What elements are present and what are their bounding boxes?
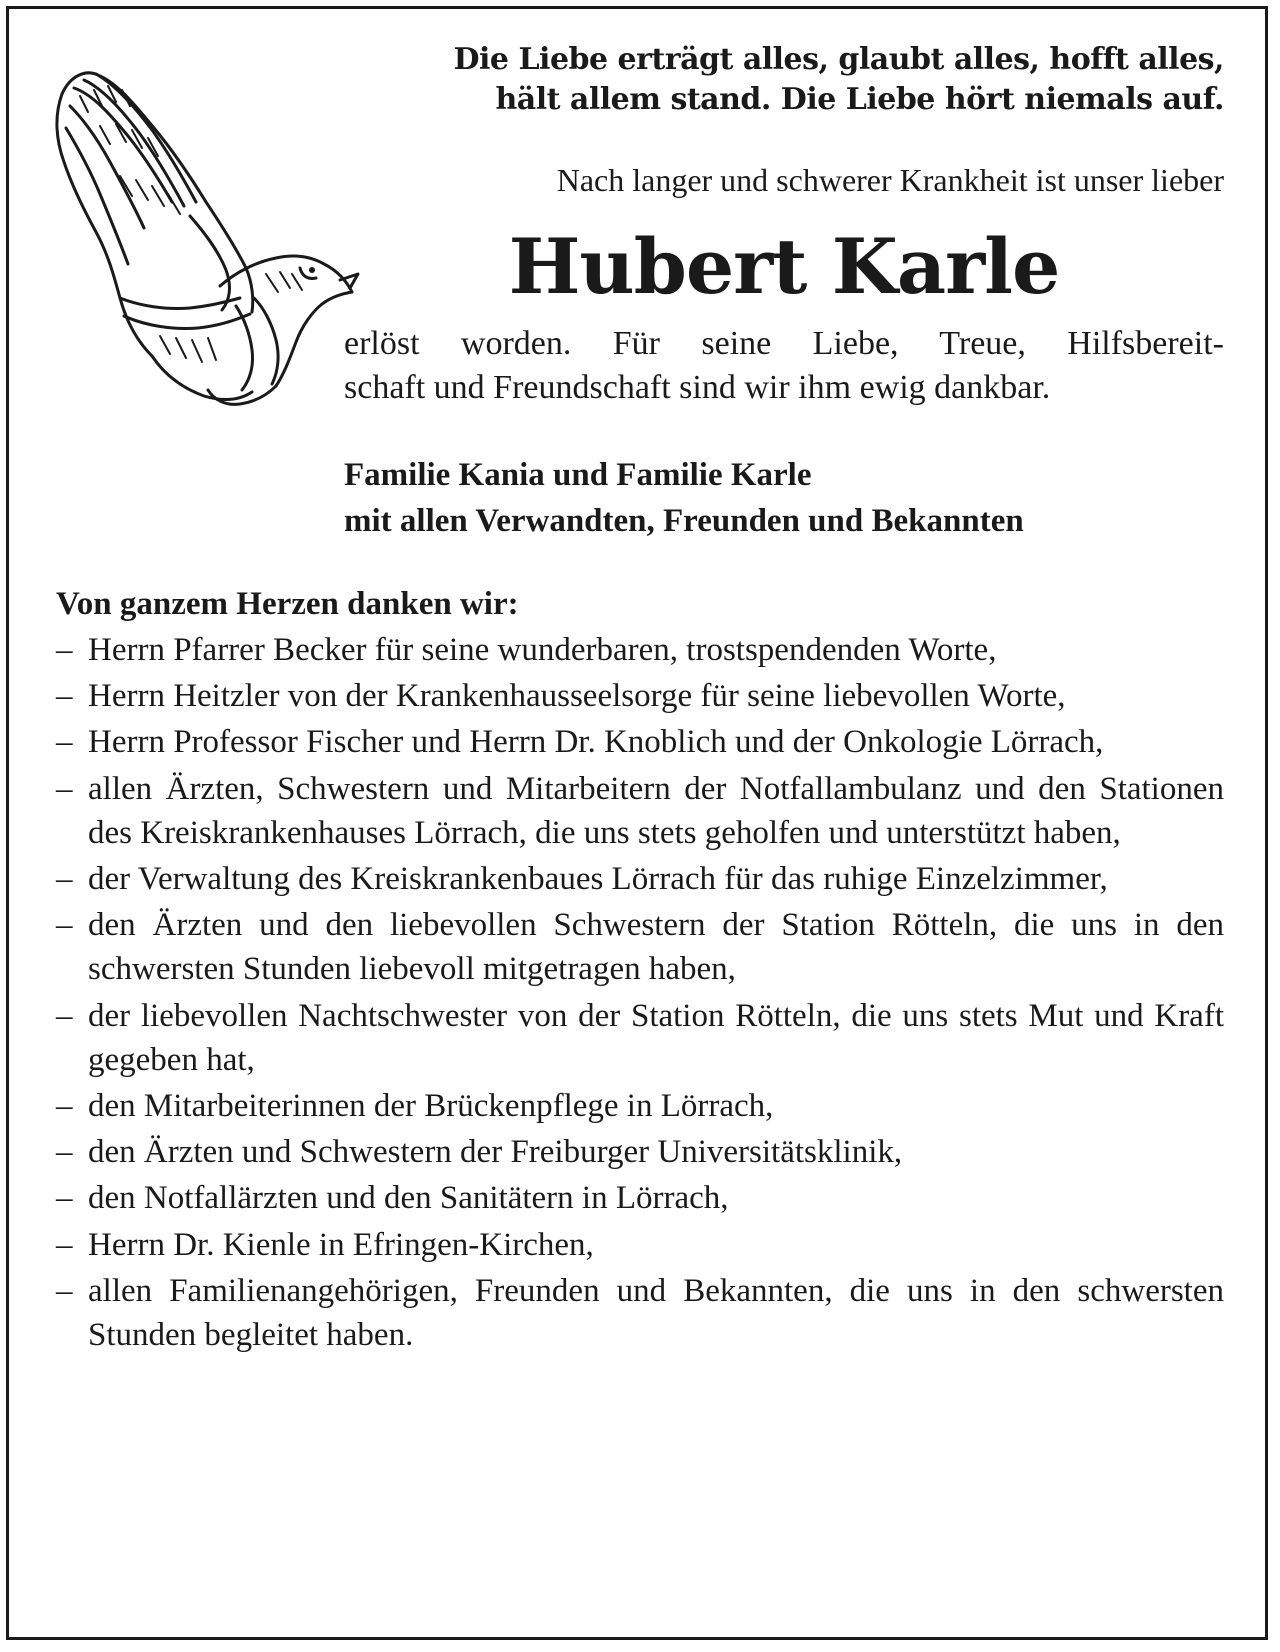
dash: – — [56, 1134, 73, 1171]
list-item — [56, 1223, 1224, 1267]
list-item — [56, 1176, 1224, 1220]
signature-line-1: Familie Kania und Familie Karle — [344, 457, 812, 493]
list-item-text: Herrn Professor Fischer und Herrn Dr. Knoblich und der Onkologie Lörrach, — [88, 724, 1104, 761]
dash: – — [56, 632, 73, 668]
list-item — [56, 1269, 1224, 1357]
dash: – — [56, 997, 73, 1034]
family-signature — [344, 452, 1224, 544]
list-item — [56, 674, 1224, 718]
list-item — [56, 628, 1224, 672]
list-item — [56, 1084, 1224, 1128]
bible-quote — [404, 40, 1224, 120]
deceased-name: Hubert Karle — [508, 222, 1060, 311]
intro-text: Nach langer und schwerer Krankheit ist unser lieber — [556, 162, 1224, 198]
list-item-text: den Ärzten und den liebevollen Schwestern der Station Rötteln, die uns in den schwersten Stunden liebevoll mitgetragen haben, — [88, 907, 1224, 988]
list-item — [56, 994, 1224, 1082]
list-item — [56, 720, 1224, 764]
list-item-text: den Mitarbeiterinnen der Brückenpflege in Lörrach, — [88, 1088, 774, 1125]
list-item — [56, 1130, 1224, 1174]
list-item-text: den Notfallärzten und den Sanitätern in Lörrach, — [88, 1180, 729, 1217]
body-line-2: schaft und Freundschaft sind wir ihm ewig dankbar. — [344, 369, 1051, 406]
dash: – — [56, 770, 73, 807]
list-item-text: der liebevollen Nachtschwester von der Station Rötteln, die uns stets Mut und Kraft gegeben hat, — [88, 997, 1224, 1078]
quote-line-1: Die Liebe erträgt alles, glaubt alles, hofft alles, — [453, 42, 1224, 77]
dash: – — [56, 1272, 73, 1309]
dash: – — [56, 678, 73, 715]
dash: – — [56, 861, 73, 898]
dash: – — [56, 907, 73, 944]
list-item-text: den Ärzten und Schwestern der Freiburger Universitätsklinik, — [88, 1134, 903, 1171]
body-text — [344, 322, 1224, 410]
list-item — [56, 857, 1224, 901]
dash: – — [56, 1180, 73, 1217]
list-item — [56, 903, 1224, 991]
list-item-text: allen Ärzten, Schwestern und Mitarbeitern der Notfallambulanz und den Stationen des Kreiskrankenhauses Lörrach, die uns stets geholfen und unterstützt haben, — [88, 770, 1224, 851]
thanks-heading: Von ganzem Herzen danken wir: — [56, 586, 519, 622]
dash: – — [56, 724, 73, 761]
list-item — [56, 767, 1224, 855]
dash: – — [56, 1088, 73, 1125]
list-item-text: Herrn Pfarrer Becker für seine wunderbaren, trostspendenden Worte, — [88, 632, 997, 668]
thanks-list — [56, 628, 1224, 1359]
signature-line-2: mit allen Verwandten, Freunden und Bekannten — [344, 503, 1024, 539]
list-item-text: allen Familienangehörigen, Freunden und Bekannten, die uns in den schwersten Stunden begleitet haben. — [88, 1272, 1224, 1354]
list-item-text: Herrn Dr. Kienle in Efringen-Kirchen, — [88, 1226, 594, 1263]
list-item-text: der Verwaltung des Kreiskrankenbaues Lörrach für das ruhige Einzelzimmer, — [88, 861, 1108, 898]
quote-line-2: hält allem stand. Die Liebe hört niemals auf. — [495, 82, 1224, 117]
praying-hands-with-dove-icon — [40, 36, 360, 416]
list-item-text: Herrn Heitzler von der Krankenhausseelsorge für seine liebevollen Worte, — [88, 678, 1066, 715]
dash: – — [56, 1226, 73, 1263]
body-line-1: erlöst worden. Für seine Liebe, Treue, Hilfsbereit- — [344, 325, 1224, 362]
